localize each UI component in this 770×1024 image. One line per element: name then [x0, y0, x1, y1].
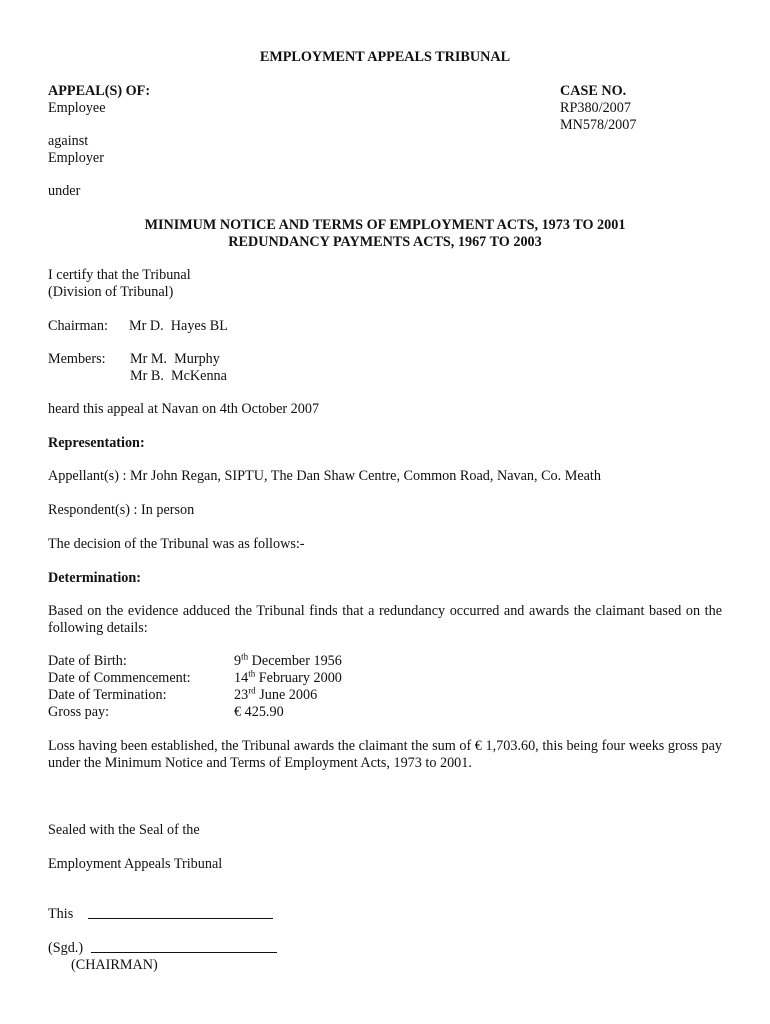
- date-signature-line: [88, 904, 273, 924]
- heard-line: heard this appeal at Navan on 4th October 2007: [48, 401, 320, 417]
- under-text: under: [48, 183, 81, 199]
- detail-value: 23rd June 2006: [234, 685, 318, 703]
- determination-heading: Determination:: [48, 570, 141, 586]
- this-label: This: [48, 906, 74, 922]
- detail-label: Date of Commencement:: [48, 670, 191, 686]
- case-number: MN578/2007: [560, 117, 637, 133]
- representation-heading: Representation:: [48, 435, 145, 451]
- member-name: Mr M. Murphy: [130, 351, 220, 367]
- document-title: EMPLOYMENT APPEALS TRIBUNAL: [259, 49, 511, 65]
- detail-label: Date of Birth:: [48, 653, 127, 669]
- respondents-line: Respondent(s) : In person: [48, 502, 195, 518]
- chairman-label: Chairman:: [48, 318, 108, 334]
- act-title: REDUNDANCY PAYMENTS ACTS, 1967 TO 2003: [228, 234, 542, 250]
- against-text: against: [48, 133, 89, 149]
- detail-value: 14th February 2000: [234, 668, 342, 686]
- certify-line: I certify that the Tribunal: [48, 267, 191, 283]
- evidence-paragraph: Based on the evidence adduced the Tribunal finds that a redundancy occurred and awards the claimant based on the following details:: [48, 603, 722, 636]
- division-line: (Division of Tribunal): [48, 284, 174, 300]
- sealed-line: Sealed with the Seal of the: [48, 822, 200, 838]
- sgd-label: (Sgd.): [48, 940, 84, 956]
- member-name: Mr B. McKenna: [130, 368, 227, 384]
- loss-paragraph: Loss having been established, the Tribunal awards the claimant the sum of € 1,703.60, this being four weeks gross pay under the Minimum Notice and Terms of Employment Acts, 1973 to 2001.: [48, 738, 722, 771]
- detail-label: Date of Termination:: [48, 687, 167, 703]
- chairman-caption: (CHAIRMAN): [71, 957, 158, 973]
- appellant-party: Employee: [48, 100, 106, 116]
- chairman-name: Mr D. Hayes BL: [129, 318, 228, 334]
- respondent-party: Employer: [48, 150, 104, 166]
- detail-label: Gross pay:: [48, 704, 110, 720]
- decision-line: The decision of the Tribunal was as follows:-: [48, 536, 305, 552]
- appellants-line: Appellant(s) : Mr John Regan, SIPTU, The Dan Shaw Centre, Common Road, Navan, Co. Meath: [48, 468, 601, 484]
- chairman-signature-line: [91, 938, 277, 958]
- members-label: Members:: [48, 351, 106, 367]
- case-no-label: CASE NO.: [560, 83, 627, 99]
- appeals-of-label: APPEAL(S) OF:: [48, 83, 151, 99]
- act-title: MINIMUM NOTICE AND TERMS OF EMPLOYMENT ACTS, 1973 TO 2001: [144, 217, 626, 233]
- detail-value: € 425.90: [234, 704, 284, 720]
- case-number: RP380/2007: [560, 100, 631, 116]
- tribunal-name-line: Employment Appeals Tribunal: [48, 856, 223, 872]
- detail-value: 9th December 1956: [234, 651, 342, 669]
